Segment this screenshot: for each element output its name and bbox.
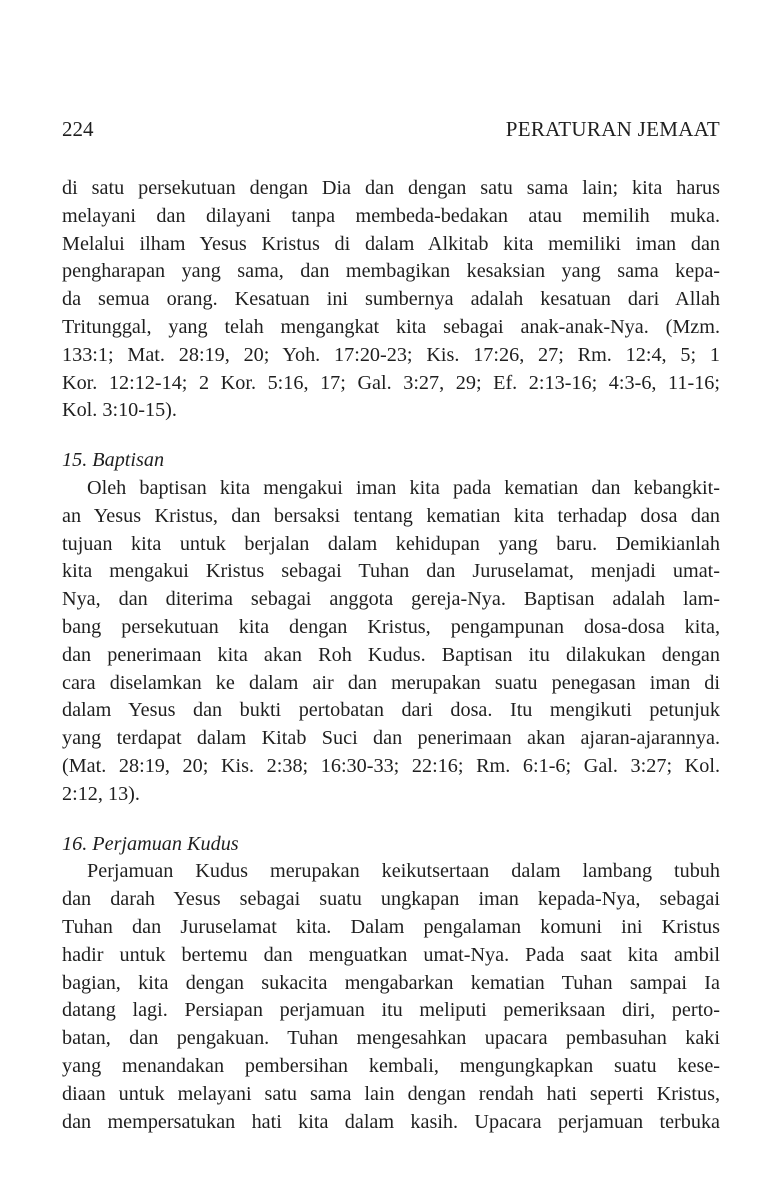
text-line: bagian, kita dengan sukacita mengabarkan kematian Tuhan sampai Ia (62, 971, 720, 994)
section-baptisan (62, 447, 720, 808)
text-line: datang lagi. Persiapan perjamuan itu meliputi pemeriksaan diri, perto- (62, 999, 720, 1022)
text-line: diaan untuk melayani satu sama lain dengan rendah hati seperti Kristus, (62, 1082, 720, 1105)
text-line: Oleh baptisan kita mengakui iman kita pada kematian dan kebangkit- (87, 476, 720, 499)
text-line: 2:12, 13). (62, 782, 140, 805)
running-header (62, 114, 720, 144)
text-line: pengharapan yang sama, dan membagikan kesaksian yang sama kepa- (62, 260, 720, 283)
continuation-paragraph (62, 175, 720, 425)
section-perjamuan-kudus (62, 831, 720, 1137)
section-heading: 16. Perjamuan Kudus (62, 832, 239, 855)
page-number: 224 (62, 117, 94, 141)
text-line: cara diselamkan ke dalam air dan merupakan suatu penegasan iman di (62, 671, 720, 694)
text-line: dan penerimaan kita akan Roh Kudus. Baptisan itu dilakukan dengan (62, 643, 720, 666)
running-title: PERATURAN JEMAAT (505, 117, 720, 141)
text-line: batan, dan pengakuan. Tuhan mengesahkan upacara pembasuhan kaki (62, 1027, 720, 1050)
text-line: melayani dan dilayani tanpa membeda-bedakan atau memilih muka. (62, 204, 720, 227)
text-line: yang menandakan pembersihan kembali, mengungkapkan suatu kese- (62, 1054, 720, 1077)
text-line: dalam Yesus dan bukti pertobatan dari dosa. Itu mengikuti petunjuk (62, 699, 720, 722)
text-line: di satu persekutuan dengan Dia dan dengan satu sama lain; kita harus (62, 177, 720, 199)
text-line: dan darah Yesus sebagai suatu ungkapan iman kepada-Nya, sebagai (62, 888, 720, 911)
text-line: Nya, dan diterima sebagai anggota gereja-Nya. Baptisan adalah lam- (62, 588, 720, 611)
text-line: yang terdapat dalam Kitab Suci dan penerimaan akan ajaran-ajarannya. (62, 727, 720, 750)
text-line: Tritunggal, yang telah mengangkat kita sebagai anak-anak-Nya. (Mzm. (62, 315, 720, 338)
section-heading: 15. Baptisan (62, 449, 165, 472)
text-line: Tuhan dan Juruselamat kita. Dalam pengalaman komuni ini Kristus (62, 915, 720, 938)
text-line: dan mempersatukan hati kita dalam kasih. Upacara perjamuan terbuka (62, 1110, 720, 1133)
text-line: (Mat. 28:19, 20; Kis. 2:38; 16:30-33; 22:16; Rm. 6:1-6; Gal. 3:27; Kol. (62, 754, 720, 777)
text-line: Kor. 12:12-14; 2 Kor. 5:16, 17; Gal. 3:27, 29; Ef. 2:13-16; 4:3-6, 11-16; (62, 371, 720, 394)
text-line: Perjamuan Kudus merupakan keikutsertaan dalam lambang tubuh (87, 860, 720, 883)
section-spacer (62, 809, 720, 831)
text-line: da semua orang. Kesatuan ini sumbernya adalah kesatuan dari Allah (62, 288, 720, 311)
section-spacer (62, 425, 720, 447)
text-line: an Yesus Kristus, dan bersaksi tentang kematian kita terhadap dosa dan (62, 504, 720, 527)
text-line: Melalui ilham Yesus Kristus di dalam Alkitab kita memiliki iman dan (62, 232, 720, 255)
book-page (62, 0, 720, 1200)
text-line: Kol. 3:10-15). (62, 399, 177, 422)
body-text (62, 175, 720, 1136)
text-line: 133:1; Mat. 28:19, 20; Yoh. 17:20-23; Kis. 17:26, 27; Rm. 12:4, 5; 1 (62, 343, 720, 366)
text-line: kita mengakui Kristus sebagai Tuhan dan Juruselamat, menjadi umat- (62, 560, 720, 583)
text-line: hadir untuk bertemu dan menguatkan umat-Nya. Pada saat kita ambil (62, 943, 720, 966)
text-line: tujuan kita untuk berjalan dalam kehidupan yang baru. Demikianlah (62, 532, 720, 555)
text-line: bang persekutuan kita dengan Kristus, pengampunan dosa-dosa kita, (62, 615, 720, 638)
